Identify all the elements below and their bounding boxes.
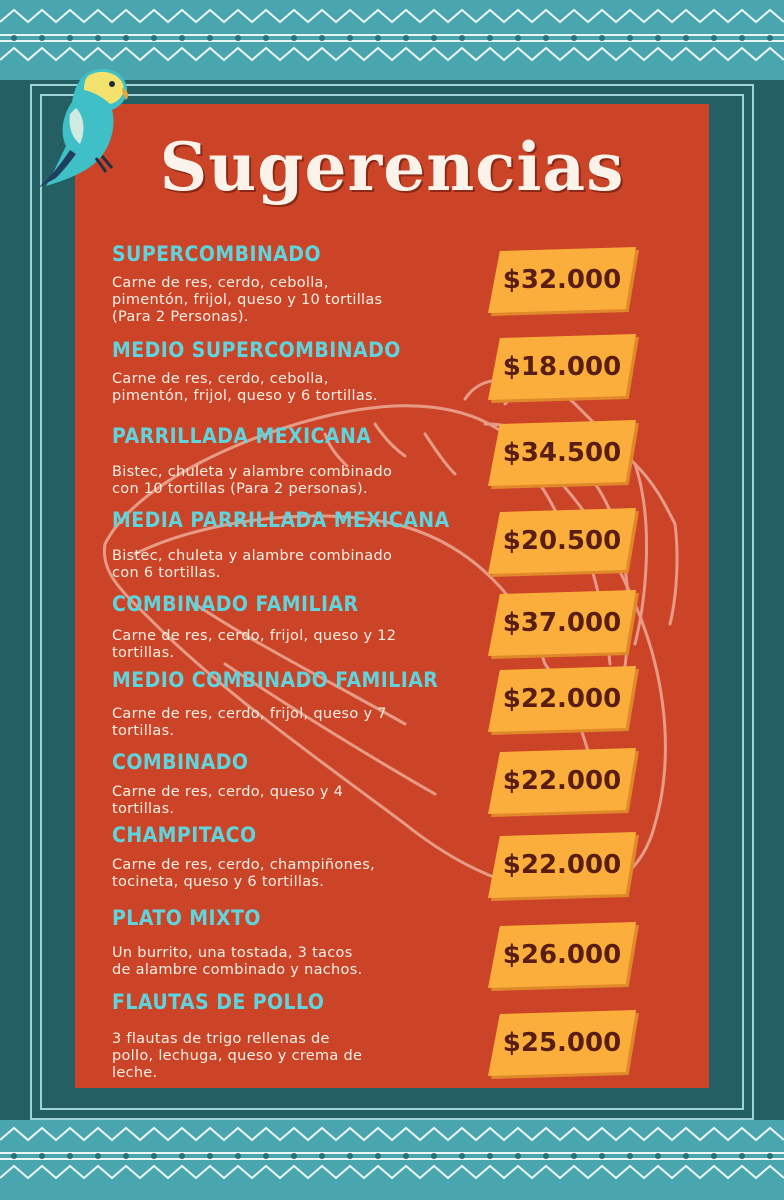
- price-tag: [488, 420, 636, 486]
- price-tag: [488, 247, 636, 313]
- price-tag: [488, 832, 636, 898]
- bottom-pattern-band: [0, 1120, 784, 1200]
- item-price: $20.500: [502, 526, 622, 556]
- price-tag: [488, 922, 636, 988]
- item-description: Un burrito, una tostada, 3 tacos de alambre combinado y nachos.: [112, 945, 363, 978]
- price-tag: [488, 590, 636, 656]
- item-price: $22.000: [502, 850, 622, 880]
- item-price: $26.000: [502, 940, 622, 970]
- item-description: Carne de res, cerdo, cebolla, pimentón, frijol, queso y 10 tortillas (Para 2 Personas).: [112, 275, 383, 325]
- item-description: Carne de res, cerdo, champiñones, tocineta, queso y 6 tortillas.: [112, 857, 376, 890]
- price-tag: [488, 748, 636, 814]
- item-description: 3 flautas de trigo rellenas de pollo, lechuga, queso y crema de leche.: [112, 1031, 363, 1081]
- item-price: $34.500: [502, 438, 622, 468]
- item-name: SUPERCOMBINADO: [112, 242, 321, 266]
- menu-title: Sugerencias: [159, 128, 625, 206]
- item-description: Carne de res, cerdo, frijol, queso y 12 tortillas.: [112, 628, 397, 661]
- item-name: PLATO MIXTO: [112, 906, 261, 930]
- item-name: MEDIO SUPERCOMBINADO: [112, 338, 401, 362]
- price-tag: [488, 1010, 636, 1076]
- item-name: COMBINADO: [112, 750, 249, 774]
- price-tag: [488, 508, 636, 574]
- item-price: $37.000: [502, 608, 622, 638]
- item-name: MEDIA PARRILLADA MEXICANA: [112, 508, 450, 532]
- item-name: COMBINADO FAMILIAR: [112, 592, 359, 616]
- item-description: Bistec, chuleta y alambre combinado con 10 tortillas (Para 2 personas).: [112, 464, 393, 497]
- item-name: CHAMPITACO: [112, 823, 257, 847]
- item-price: $25.000: [502, 1028, 622, 1058]
- zigzag-pattern-bottom: [0, 1120, 784, 1200]
- item-description: Carne de res, cerdo, queso y 4 tortillas.: [112, 784, 344, 817]
- item-price: $18.000: [502, 352, 622, 382]
- item-price: $32.000: [502, 265, 622, 295]
- price-tag: [488, 666, 636, 732]
- item-description: Bistec, chuleta y alambre combinado con 6 tortillas.: [112, 548, 393, 581]
- item-price: $22.000: [502, 684, 622, 714]
- item-name: FLAUTAS DE POLLO: [112, 990, 325, 1014]
- item-description: Carne de res, cerdo, cebolla, pimentón, frijol, queso y 6 tortillas.: [112, 371, 378, 404]
- price-tag: [488, 334, 636, 400]
- item-name: MEDIO COMBINADO FAMILIAR: [112, 668, 439, 692]
- item-price: $22.000: [502, 766, 622, 796]
- item-description: Carne de res, cerdo, frijol, queso y 7 tortillas.: [112, 706, 387, 739]
- item-name: PARRILLADA MEXICANA: [112, 424, 372, 448]
